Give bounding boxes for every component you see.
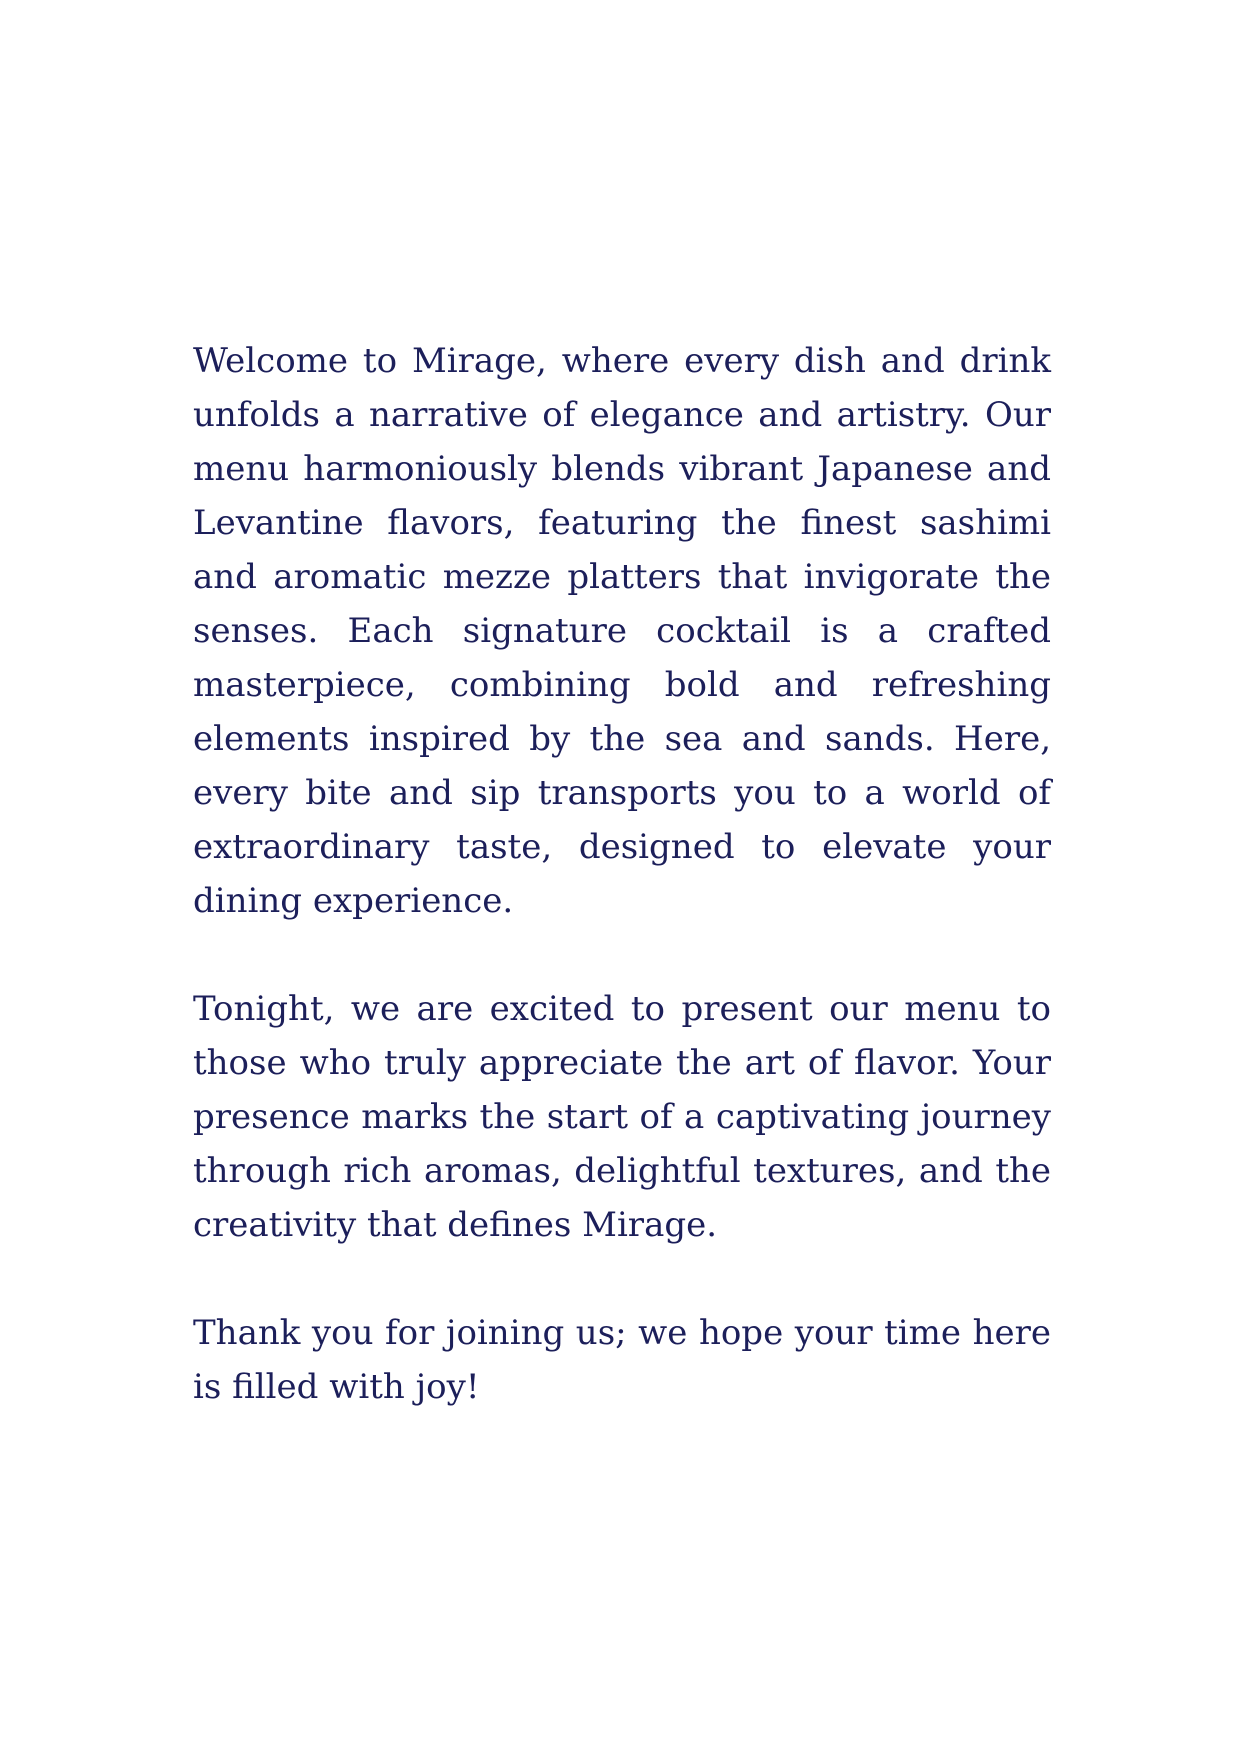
welcome-paragraph: Welcome to Mirage, where every dish and drink unfolds a narrative of elegance and artistry. Our menu harmoniously blends vibrant Japanese and Levantine flavors, featuring the finest sashimi and aromatic mezze platters that invigorate the senses. Each signature cocktail is a crafted masterpiece, combining bold and refreshing elements inspired by the sea and sands. Here, every bite and sip transports you to a world of extraordinary taste, designed to elevate your dining experience. [193,341,1051,921]
closing-paragraph: Thank you for joining us; we hope your time here is filled with joy! [193,1313,1051,1407]
invitation-paragraph: Tonight, we are excited to present our menu to those who truly appreciate the art of flavor. Your presence marks the start of a captivating journey through rich aromas, delightful textures, and the creativity that defines Mirage. [193,989,1051,1245]
welcome-text-block [193,334,1051,1414]
